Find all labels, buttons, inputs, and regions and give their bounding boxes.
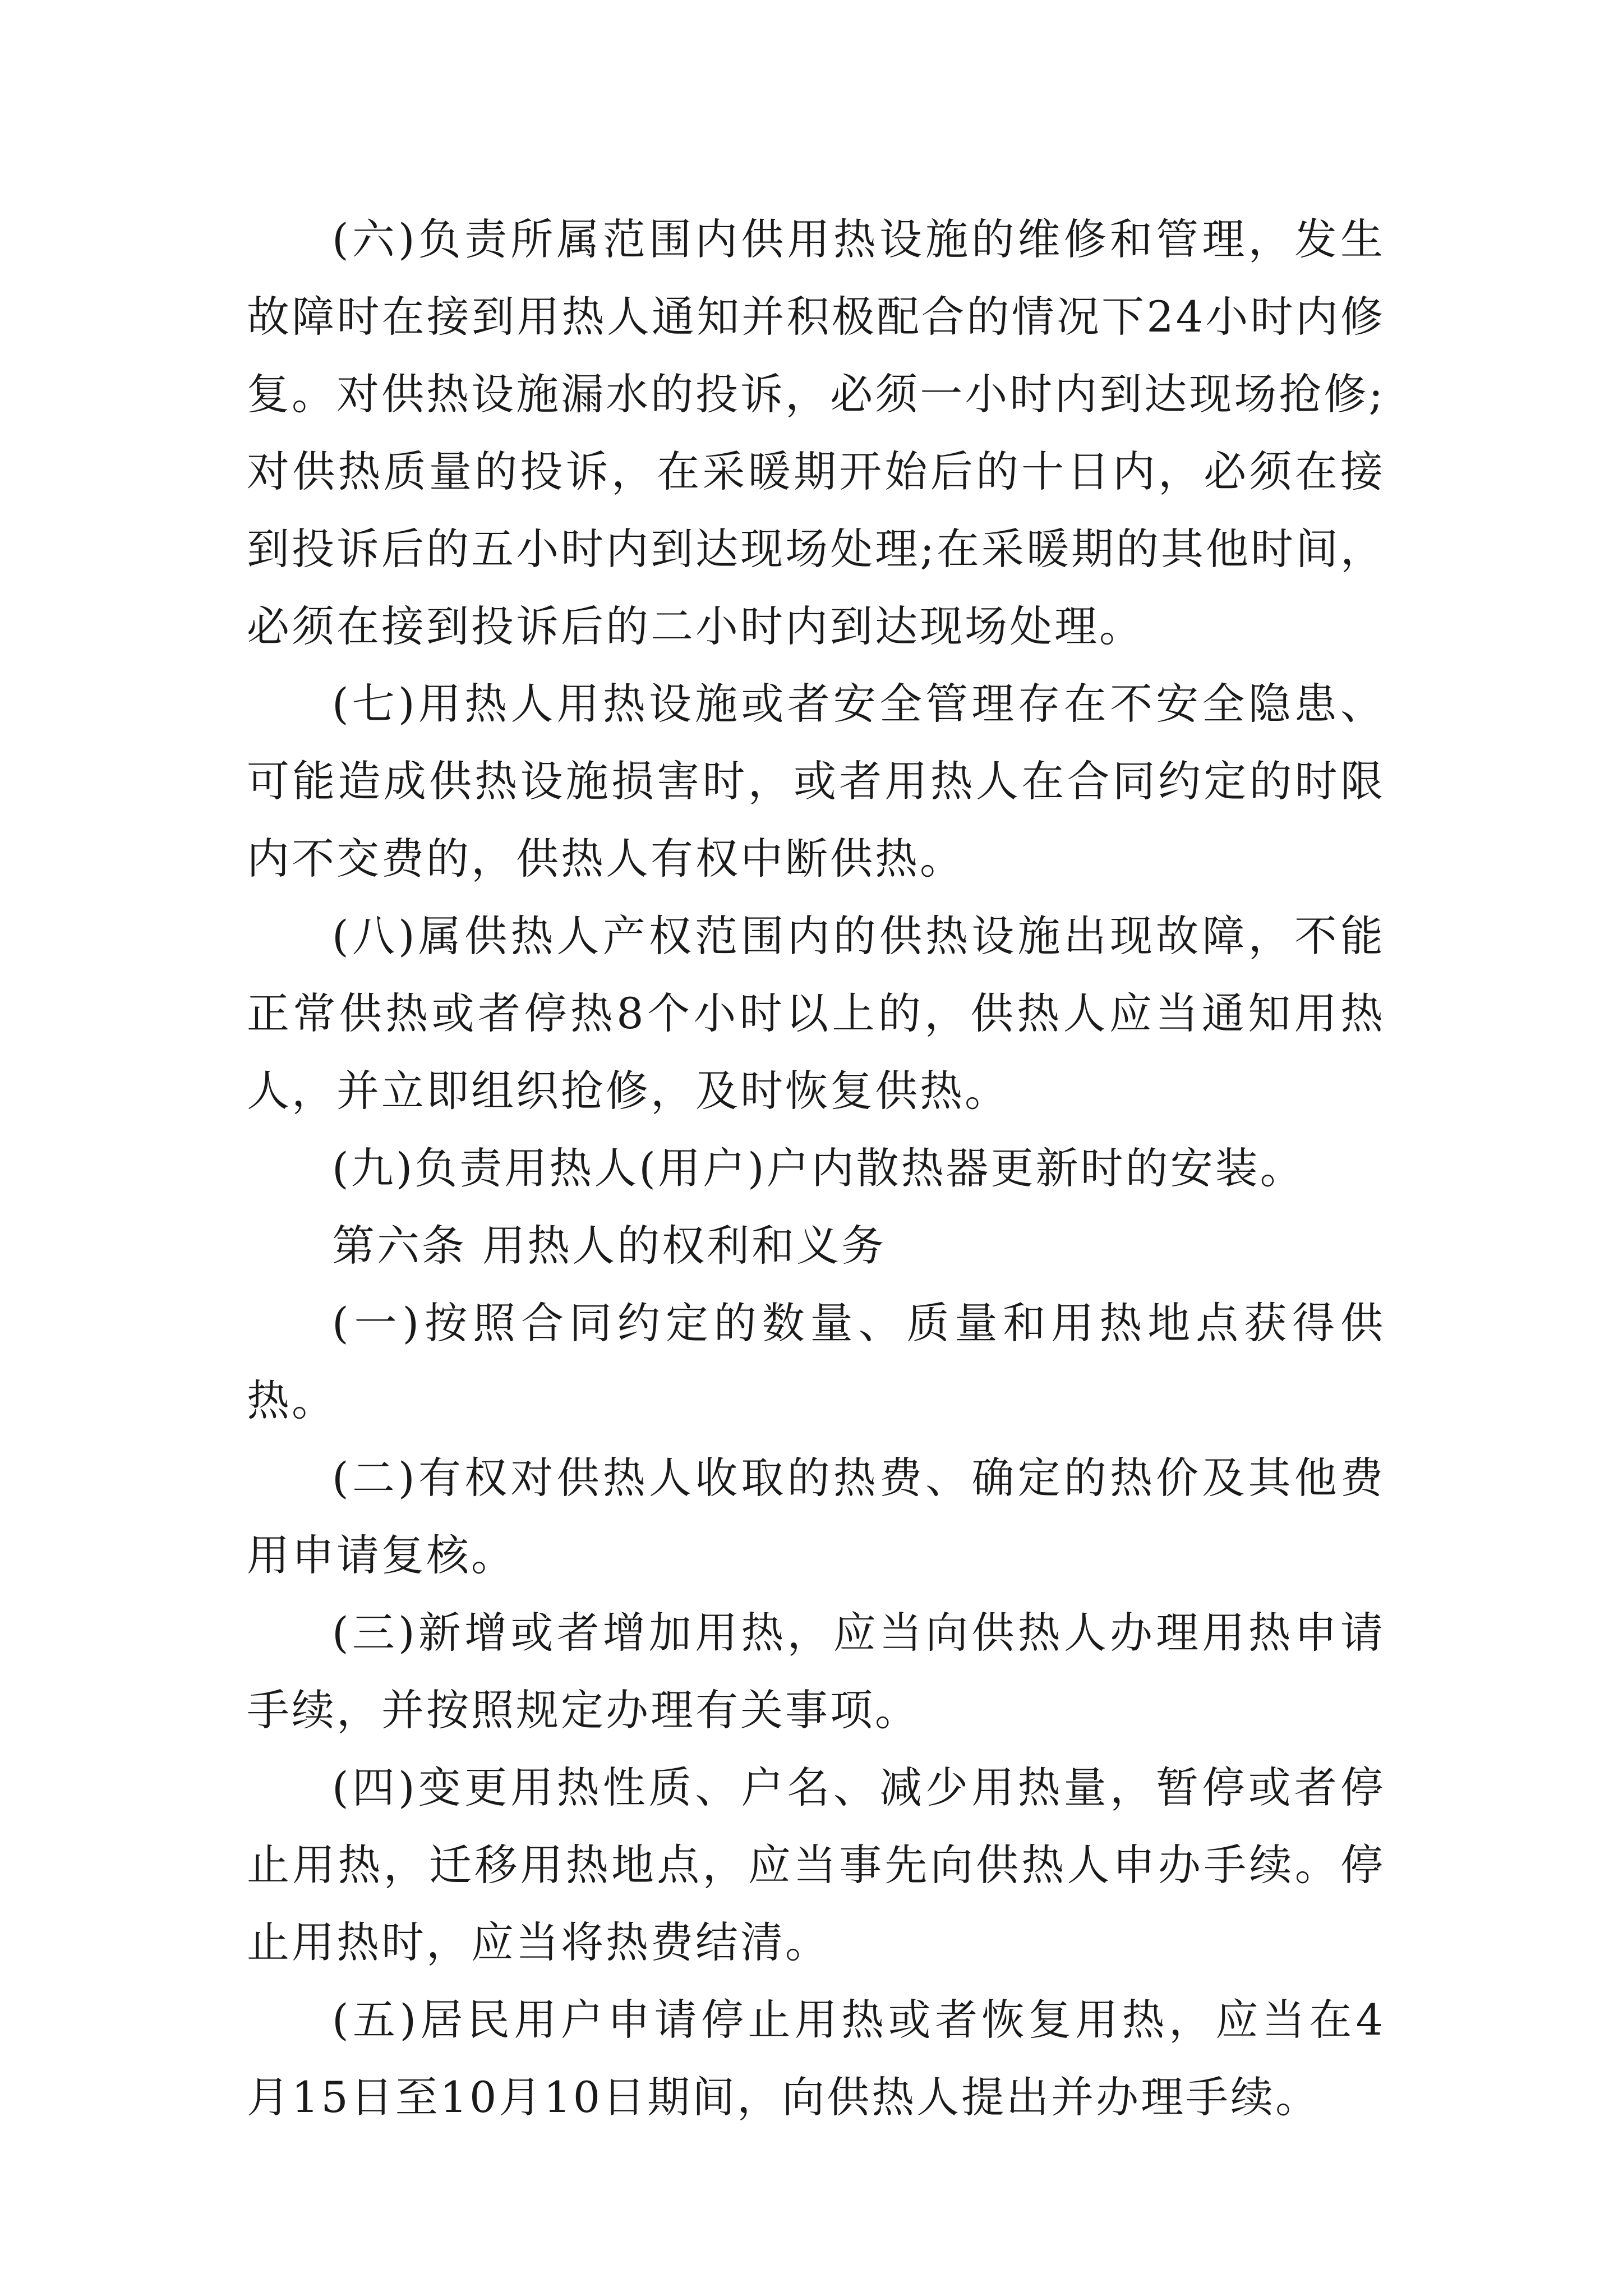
paragraph-four: (四)变更用热性质、户名、减少用热量，暂停或者停止用热，迁移用热地点，应当事先向供热人申办手续。停止用热时，应当将热费结清。 [247, 1763, 1385, 1967]
paragraph-three: (三)新增或者增加用热，应当向供热人办理用热申请手续，并按照规定办理有关事项。 [247, 1608, 1385, 1735]
article-six-heading: 第六条 用热人的权利和义务 [332, 1221, 887, 1271]
paragraph-one: (一)按照合同约定的数量、质量和用热地点获得供热。 [247, 1298, 1385, 1425]
paragraph-five: (五)居民用户申请停止用热或者恢复用热，应当在4月15日至10月10日期间，向供热人提出并办理手续。 [247, 1995, 1385, 2122]
paragraph-nine: (九)负责用热人(用户)户内散热器更新时的安装。 [332, 1143, 1305, 1193]
paragraph-seven: (七)用热人用热设施或者安全管理存在不安全隐患、可能造成供热设施损害时，或者用热人在合同约定的时限内不交费的，供热人有权中断供热。 [247, 679, 1385, 884]
document-page [247, 201, 1385, 2136]
paragraph-eight: (八)属供热人产权范围内的供热设施出现故障，不能正常供热或者停热8个小时以上的，供热人应当通知用热人，并立即组织抢修，及时恢复供热。 [247, 911, 1385, 1116]
paragraph-six: (六)负责所属范围内供用热设施的维修和管理，发生故障时在接到用热人通知并积极配合的情况下24小时内修复。对供热设施漏水的投诉，必须一小时内到达现场抢修;对供热质量的投诉，在采暖期开始后的十日内，必须在接到投诉后的五小时内到达现场处理;在采暖期的其他时间，必须在接到投诉后的二小时内到达现场处理。 [247, 214, 1385, 651]
paragraph-two: (二)有权对供热人收取的热费、确定的热价及其他费用申请复核。 [247, 1453, 1385, 1580]
